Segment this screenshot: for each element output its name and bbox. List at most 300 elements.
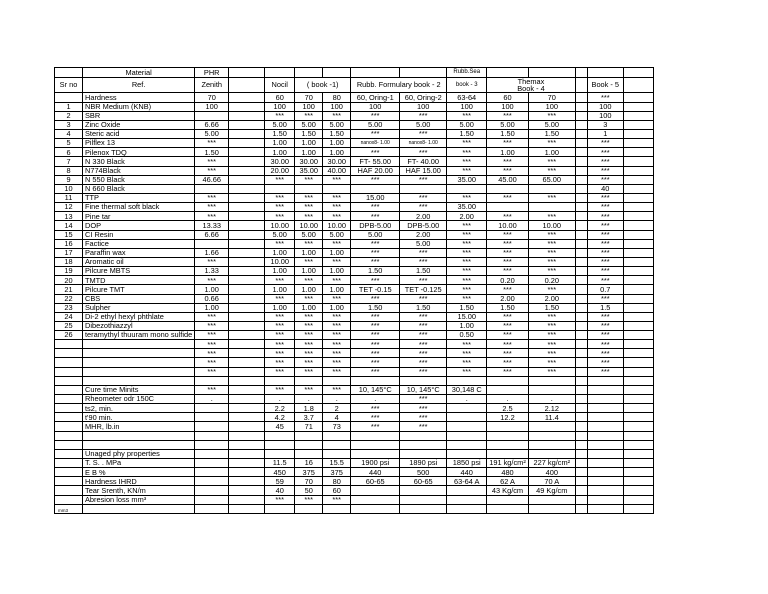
value-cell [229, 257, 265, 266]
value-cell: 30.00 [323, 157, 351, 166]
value-cell: 1.50 [487, 129, 529, 138]
value-cell: *** [587, 93, 623, 102]
value-cell: *** [295, 385, 323, 394]
value-cell: *** [351, 321, 400, 330]
value-cell [575, 504, 587, 513]
value-cell [623, 184, 653, 193]
sr-no-cell: 21 [55, 285, 83, 294]
value-cell [400, 504, 447, 513]
value-cell: *** [195, 157, 229, 166]
value-cell: *** [587, 340, 623, 349]
value-cell: 375 [295, 468, 323, 477]
rubb-sea-book-header: book - 3 [447, 77, 487, 93]
value-cell: 100 [351, 102, 400, 111]
value-cell: 100 [487, 102, 529, 111]
header-cell [528, 68, 575, 78]
value-cell: *** [351, 175, 400, 184]
value-cell [229, 349, 265, 358]
sr-no-cell: 2 [55, 111, 83, 120]
table-row [55, 431, 654, 440]
value-cell: 2.00 [528, 294, 575, 303]
header-cell [400, 68, 447, 78]
value-cell: 1.00 [195, 303, 229, 312]
value-cell [229, 248, 265, 257]
value-cell: *** [400, 349, 447, 358]
value-cell [587, 376, 623, 385]
sr-no-cell [55, 413, 83, 422]
value-cell: 10.00 [265, 257, 295, 266]
value-cell [587, 404, 623, 413]
value-cell [229, 212, 265, 221]
sr-no-cell [55, 449, 83, 458]
material-cell: Hardness IHRD [83, 477, 195, 486]
value-cell: *** [400, 148, 447, 157]
value-cell: *** [487, 248, 529, 257]
sr-no-cell: 15 [55, 230, 83, 239]
value-cell: *** [587, 157, 623, 166]
material-cell: Abresion loss mm³ [83, 495, 195, 504]
value-cell: *** [528, 166, 575, 175]
value-cell: 10, 145°C [400, 385, 447, 394]
value-cell: 480 [487, 468, 529, 477]
value-cell: HAF 15.00 [400, 166, 447, 175]
value-cell: *** [587, 257, 623, 266]
value-cell [400, 376, 447, 385]
value-cell [229, 303, 265, 312]
value-cell: 5.00 [295, 120, 323, 129]
value-cell: *** [323, 495, 351, 504]
value-cell [447, 486, 487, 495]
value-cell: *** [265, 276, 295, 285]
value-cell [295, 376, 323, 385]
value-cell: *** [295, 212, 323, 221]
value-cell [623, 303, 653, 312]
value-cell [195, 486, 229, 495]
value-cell [575, 148, 587, 157]
value-cell: *** [447, 230, 487, 239]
value-cell: nanox8- 1.00 [400, 139, 447, 148]
value-cell: *** [447, 139, 487, 148]
book1-header: ( book -1) [295, 77, 351, 93]
value-cell: *** [587, 267, 623, 276]
table-row [55, 395, 654, 404]
value-cell [265, 504, 295, 513]
value-cell: *** [195, 212, 229, 221]
value-cell: *** [323, 385, 351, 394]
value-cell: 65.00 [528, 175, 575, 184]
value-cell [295, 184, 323, 193]
value-cell: *** [295, 203, 323, 212]
value-cell [323, 431, 351, 440]
value-cell [487, 449, 529, 458]
sr-no-cell [55, 93, 83, 102]
value-cell [623, 139, 653, 148]
value-cell: *** [587, 175, 623, 184]
value-cell: *** [587, 193, 623, 202]
value-cell: *** [195, 385, 229, 394]
table-row [55, 257, 654, 266]
value-cell: *** [351, 203, 400, 212]
value-cell [528, 504, 575, 513]
material-cell: E B % [83, 468, 195, 477]
value-cell [295, 431, 323, 440]
table-row [55, 495, 654, 504]
material-cell: Pilenox TDQ [83, 148, 195, 157]
value-cell [229, 321, 265, 330]
value-cell: *** [400, 248, 447, 257]
value-cell: *** [351, 294, 400, 303]
value-cell: *** [323, 212, 351, 221]
value-cell [623, 230, 653, 239]
table-row [55, 413, 654, 422]
table-row [55, 239, 654, 248]
value-cell [195, 468, 229, 477]
value-cell: *** [295, 331, 323, 340]
value-cell [229, 395, 265, 404]
value-cell: *** [447, 157, 487, 166]
value-cell [487, 203, 529, 212]
value-cell: *** [587, 349, 623, 358]
value-cell [623, 376, 653, 385]
value-cell: *** [323, 331, 351, 340]
value-cell: 1.00 [265, 303, 295, 312]
value-cell: . [265, 395, 295, 404]
value-cell: 12.2 [487, 413, 529, 422]
material-cell: Cure time Minits [83, 385, 195, 394]
value-cell [447, 404, 487, 413]
value-cell: *** [487, 230, 529, 239]
value-cell: 60 [323, 486, 351, 495]
value-cell [195, 504, 229, 513]
value-cell: 5.00 [400, 239, 447, 248]
value-cell: 4.2 [265, 413, 295, 422]
value-cell: *** [528, 367, 575, 376]
value-cell [575, 349, 587, 358]
header-cell [229, 77, 265, 93]
value-cell: *** [528, 157, 575, 166]
value-cell [575, 495, 587, 504]
table-row [55, 285, 654, 294]
value-cell [575, 395, 587, 404]
header-cell [623, 68, 653, 78]
value-cell: 1.50 [447, 129, 487, 138]
value-cell: 11.4 [528, 413, 575, 422]
material-cell: Factice [83, 239, 195, 248]
material-cell: DOP [83, 221, 195, 230]
value-cell: *** [195, 203, 229, 212]
table-row [55, 385, 654, 394]
value-cell: *** [587, 230, 623, 239]
header-row-2 [55, 77, 654, 93]
value-cell: *** [295, 349, 323, 358]
value-cell: TET -0.15 [351, 285, 400, 294]
value-cell [623, 331, 653, 340]
header-row-1 [55, 68, 654, 78]
value-cell: *** [323, 203, 351, 212]
value-cell [575, 267, 587, 276]
value-cell [623, 504, 653, 513]
value-cell: *** [528, 239, 575, 248]
material-cell: NBR Medium (KNB) [83, 102, 195, 111]
value-cell: 2.00 [400, 230, 447, 239]
table-row [55, 230, 654, 239]
value-cell [195, 477, 229, 486]
value-cell: *** [587, 321, 623, 330]
value-cell: 35.00 [447, 175, 487, 184]
sr-no-cell: 25 [55, 321, 83, 330]
value-cell: *** [351, 358, 400, 367]
value-cell: 100 [265, 102, 295, 111]
value-cell [623, 477, 653, 486]
value-cell: 6.66 [195, 120, 229, 129]
value-cell [623, 340, 653, 349]
value-cell: *** [195, 331, 229, 340]
value-cell: *** [487, 358, 529, 367]
value-cell [351, 504, 400, 513]
value-cell [195, 239, 229, 248]
sr-no-cell [55, 459, 83, 468]
value-cell [575, 230, 587, 239]
material-cell [83, 358, 195, 367]
table-row [55, 102, 654, 111]
value-cell [575, 376, 587, 385]
value-cell: 70 [295, 477, 323, 486]
value-cell: *** [195, 257, 229, 266]
sr-no-cell: 5 [55, 139, 83, 148]
value-cell [575, 111, 587, 120]
value-cell: 2.5 [487, 404, 529, 413]
value-cell [623, 203, 653, 212]
material-cell: Unaged phy properties [83, 449, 195, 458]
value-cell [295, 440, 323, 449]
table-row [55, 267, 654, 276]
value-cell: *** [323, 193, 351, 202]
value-cell [400, 184, 447, 193]
value-cell: 10.00 [487, 221, 529, 230]
value-cell: *** [400, 331, 447, 340]
material-cell: Sulpher [83, 303, 195, 312]
value-cell: *** [295, 193, 323, 202]
value-cell: *** [351, 422, 400, 431]
value-cell [229, 413, 265, 422]
value-cell: *** [400, 340, 447, 349]
value-cell [623, 93, 653, 102]
value-cell [575, 422, 587, 431]
value-cell: *** [487, 367, 529, 376]
header-cell [587, 68, 623, 78]
value-cell [229, 139, 265, 148]
value-cell [323, 376, 351, 385]
value-cell [575, 321, 587, 330]
value-cell: *** [487, 212, 529, 221]
value-cell: *** [351, 312, 400, 321]
value-cell: *** [195, 321, 229, 330]
zenith-header: Zenith [195, 77, 229, 93]
value-cell [575, 193, 587, 202]
value-cell [265, 431, 295, 440]
sr-no-cell [55, 477, 83, 486]
value-cell [229, 468, 265, 477]
sr-no-cell: 7 [55, 157, 83, 166]
value-cell [587, 477, 623, 486]
value-cell [229, 449, 265, 458]
table-row [55, 193, 654, 202]
value-cell [623, 367, 653, 376]
sr-no-cell [55, 340, 83, 349]
value-cell: 1.00 [295, 285, 323, 294]
value-cell [195, 440, 229, 449]
value-cell [623, 413, 653, 422]
material-cell: CBS [83, 294, 195, 303]
value-cell: *** [587, 312, 623, 321]
value-cell: 30.00 [265, 157, 295, 166]
value-cell: *** [195, 312, 229, 321]
value-cell: *** [351, 349, 400, 358]
value-cell [400, 440, 447, 449]
value-cell [623, 294, 653, 303]
value-cell [575, 294, 587, 303]
value-cell: *** [487, 349, 529, 358]
value-cell [229, 294, 265, 303]
value-cell [487, 431, 529, 440]
value-cell: *** [487, 139, 529, 148]
value-cell: 1.00 [323, 285, 351, 294]
value-cell: 60-65 [400, 477, 447, 486]
value-cell [528, 376, 575, 385]
value-cell: *** [323, 358, 351, 367]
sr-no-cell [55, 376, 83, 385]
value-cell [229, 120, 265, 129]
table-row [55, 221, 654, 230]
value-cell: *** [400, 203, 447, 212]
value-cell: *** [400, 404, 447, 413]
value-cell: 13.33 [195, 221, 229, 230]
value-cell: *** [528, 331, 575, 340]
value-cell: *** [351, 111, 400, 120]
value-cell: 15.00 [447, 312, 487, 321]
themax-label: Themax [517, 77, 545, 86]
value-cell: *** [487, 267, 529, 276]
value-cell [351, 431, 400, 440]
value-cell [623, 459, 653, 468]
value-cell: FT- 55.00 [351, 157, 400, 166]
value-cell [229, 166, 265, 175]
value-cell [623, 468, 653, 477]
value-cell: *** [400, 312, 447, 321]
value-cell: 5.00 [528, 120, 575, 129]
sr-no-cell: 9 [55, 175, 83, 184]
value-cell [575, 340, 587, 349]
value-cell: 20.00 [265, 166, 295, 175]
value-cell: 46.66 [195, 175, 229, 184]
value-cell: 100 [195, 102, 229, 111]
value-cell [229, 477, 265, 486]
sr-no-cell: 22 [55, 294, 83, 303]
sr-no-cell [55, 385, 83, 394]
value-cell: 2.2 [265, 404, 295, 413]
value-cell: 5.00 [323, 230, 351, 239]
value-cell: *** [400, 276, 447, 285]
value-cell: *** [528, 257, 575, 266]
value-cell [575, 385, 587, 394]
value-cell [487, 184, 529, 193]
value-cell [487, 422, 529, 431]
value-cell: 40 [587, 184, 623, 193]
value-cell: *** [587, 221, 623, 230]
value-cell: 0.50 [447, 331, 487, 340]
value-cell [229, 267, 265, 276]
value-cell: 1.5 [587, 303, 623, 312]
value-cell [195, 111, 229, 120]
value-cell: 2.00 [400, 212, 447, 221]
value-cell: 1890 psi [400, 459, 447, 468]
value-cell: 100 [295, 102, 323, 111]
value-cell: 80 [323, 93, 351, 102]
material-cell: ts2, min. [83, 404, 195, 413]
table-row [55, 468, 654, 477]
value-cell: *** [528, 111, 575, 120]
value-cell: 45 [265, 422, 295, 431]
table-row [55, 367, 654, 376]
value-cell: *** [195, 166, 229, 175]
sr-no-cell: 14 [55, 221, 83, 230]
sr-no-cell: 24 [55, 312, 83, 321]
value-cell: 1.00 [265, 248, 295, 257]
value-cell: *** [351, 248, 400, 257]
value-cell [195, 422, 229, 431]
value-cell [229, 431, 265, 440]
value-cell [575, 358, 587, 367]
value-cell: *** [587, 139, 623, 148]
value-cell [623, 166, 653, 175]
value-cell: 1.00 [323, 267, 351, 276]
value-cell: *** [323, 321, 351, 330]
value-cell: 60, Oring-2 [400, 93, 447, 102]
value-cell [623, 221, 653, 230]
value-cell: 0.20 [528, 276, 575, 285]
value-cell [623, 422, 653, 431]
value-cell [295, 504, 323, 513]
value-cell: *** [323, 239, 351, 248]
value-cell [528, 422, 575, 431]
sr-no-cell [55, 349, 83, 358]
value-cell: *** [447, 148, 487, 157]
sr-no-cell [55, 395, 83, 404]
value-cell [487, 385, 529, 394]
value-cell: 2.00 [487, 294, 529, 303]
value-cell: 71 [295, 422, 323, 431]
value-cell [575, 468, 587, 477]
value-cell [229, 486, 265, 495]
value-cell: 70 A [528, 477, 575, 486]
value-cell: 1.00 [447, 321, 487, 330]
value-cell [623, 129, 653, 138]
material-cell [83, 367, 195, 376]
table-row [55, 312, 654, 321]
value-cell: 1900 psi [351, 459, 400, 468]
material-cell [83, 440, 195, 449]
material-cell [83, 376, 195, 385]
value-cell: *** [195, 193, 229, 202]
value-cell: *** [295, 294, 323, 303]
value-cell: 5.00 [487, 120, 529, 129]
value-cell [587, 486, 623, 495]
value-cell [587, 385, 623, 394]
value-cell: 5.00 [195, 129, 229, 138]
value-cell [229, 422, 265, 431]
value-cell: *** [587, 148, 623, 157]
value-cell: 5.00 [323, 120, 351, 129]
